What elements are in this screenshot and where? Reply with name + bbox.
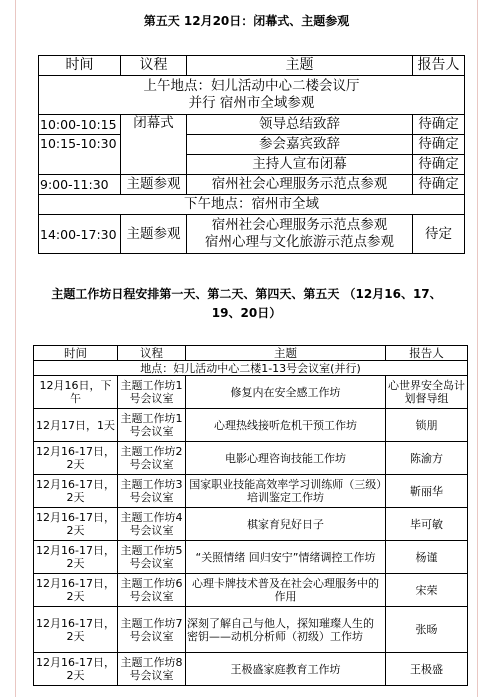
table-row — [34, 409, 468, 442]
visit-pm-topic-2: 宿州心理与文化旅游示范点参观 — [205, 234, 394, 250]
visit-pm-time: 14:00-17:30 — [39, 215, 121, 254]
day5-heading: 第五天 12月20日：闭幕式、主题参观 — [143, 14, 350, 28]
closing-time-2: 10:15-10:30 — [39, 135, 121, 175]
table-row — [34, 653, 468, 686]
morning-location — [39, 76, 465, 115]
closing-topic-1: 领导总结致辞 — [187, 115, 413, 135]
workshop-speaker: 宋荣 — [386, 574, 468, 607]
header-speaker: 报告人 — [413, 56, 465, 76]
workshops-table — [33, 345, 468, 686]
visit-pm-topic-1: 宿州社会心理服务示范点参观 — [211, 217, 388, 233]
day5-schedule-table — [38, 55, 465, 254]
visit-pm-topic — [187, 215, 413, 254]
workshop-topic: 心理热线接听危机干预工作坊 — [186, 409, 386, 442]
header-time: 时间 — [34, 346, 118, 361]
workshop-speaker: 张旸 — [386, 607, 468, 653]
closing-speaker-2: 待确定 — [413, 135, 465, 155]
table-header-row — [39, 56, 465, 76]
workshop-time: 12月16-17日，2天 — [34, 653, 118, 686]
workshop-topic: 心理卡牌技术普及在社会心理服务中的作用 — [186, 574, 386, 607]
workshop-topic: 电影心理咨询技能工作坊 — [186, 442, 386, 475]
workshop-time: 12月16-17日，2天 — [34, 607, 118, 653]
header-time: 时间 — [39, 56, 121, 76]
workshops-heading: 主题工作坊日程安排第一天、第二天、第四天、第五天 （12月16、17、19、20日） — [51, 287, 442, 320]
workshop-agenda: 主题工作坊3号会议室 — [118, 475, 186, 508]
table-row — [39, 115, 465, 135]
afternoon-location: 下午地点：宿州市全域 — [39, 195, 465, 215]
workshop-agenda: 主题工作坊2号会议室 — [118, 442, 186, 475]
workshop-time: 12月16-17日，2天 — [34, 442, 118, 475]
workshop-speaker: 陈渝方 — [386, 442, 468, 475]
table-row — [34, 541, 468, 574]
closing-agenda: 闭幕式 — [121, 115, 187, 175]
workshop-agenda: 主题工作坊6号会议室 — [118, 574, 186, 607]
header-speaker: 报告人 — [386, 346, 468, 361]
visit-pm-agenda: 主题参观 — [121, 215, 187, 254]
workshop-speaker: 毕可敏 — [386, 508, 468, 541]
table-row — [34, 475, 468, 508]
header-agenda: 议程 — [118, 346, 186, 361]
workshop-speaker: 靳丽华 — [386, 475, 468, 508]
afternoon-location-row — [39, 195, 465, 215]
closing-topic-3: 主持人宣布闭幕 — [187, 155, 413, 175]
workshop-time: 12月16日，下午 — [34, 376, 118, 409]
closing-time-1: 10:00-10:15 — [39, 115, 121, 135]
header-topic: 主题 — [186, 346, 386, 361]
morning-location-line-1: 上午地点：妇儿活动中心二楼会议厅 — [143, 78, 360, 94]
workshop-speaker: 锁朋 — [386, 409, 468, 442]
workshop-topic: 深刻了解自己与他人，探知璀璨人生的密钥——动机分析师（初级）工作坊 — [186, 607, 386, 653]
table-row — [34, 376, 468, 409]
workshop-agenda: 主题工作坊7号会议室 — [118, 607, 186, 653]
morning-location-row — [39, 76, 465, 115]
table-row — [34, 607, 468, 653]
workshop-topic: 修复内在安全感工作坊 — [186, 376, 386, 409]
table-row — [34, 442, 468, 475]
header-agenda: 议程 — [121, 56, 187, 76]
workshop-agenda: 主题工作坊1号会议室 — [118, 409, 186, 442]
workshops-location-row — [34, 361, 468, 376]
workshop-time: 12月16-17日，2天 — [34, 574, 118, 607]
header-topic: 主题 — [187, 56, 413, 76]
workshop-speaker: 王极盛 — [386, 653, 468, 686]
closing-speaker-1: 待确定 — [413, 115, 465, 135]
closing-speaker-3: 待确定 — [413, 155, 465, 175]
page-border-right — [477, 0, 478, 697]
visit-am-speaker: 待确定 — [413, 175, 465, 195]
workshop-topic: 王极盛家庭教育工作坊 — [186, 653, 386, 686]
workshop-topic: “关照情绪 回归安宁”情绪调控工作坊 — [186, 541, 386, 574]
visit-am-topic: 宿州社会心理服务示范点参观 — [187, 175, 413, 195]
workshop-agenda: 主题工作坊4号会议室 — [118, 508, 186, 541]
table-row — [39, 215, 465, 254]
workshop-time: 12月16-17日，2天 — [34, 475, 118, 508]
morning-location-line-2: 并行 宿州市全域参观 — [188, 95, 315, 111]
workshop-time: 12月16-17日，2天 — [34, 508, 118, 541]
workshop-topic: 棋家育兒好日子 — [186, 508, 386, 541]
table-header-row — [34, 346, 468, 361]
table-row — [39, 135, 465, 155]
page-border-left — [15, 0, 16, 697]
workshop-agenda: 主题工作坊5号会议室 — [118, 541, 186, 574]
workshop-agenda: 主题工作坊1号会议室 — [118, 376, 186, 409]
workshop-agenda: 主题工作坊8号会议室 — [118, 653, 186, 686]
workshop-speaker: 杨谨 — [386, 541, 468, 574]
table-row — [34, 574, 468, 607]
table-row — [34, 508, 468, 541]
workshops-location: 地点：妇儿活动中心二楼1-13号会议室(并行) — [34, 361, 468, 376]
visit-am-time: 9:00-11:30 — [39, 175, 121, 195]
visit-pm-speaker: 待定 — [413, 215, 465, 254]
workshop-topic: 国家职业技能高效率学习训练师（三级）培训鉴定工作坊 — [186, 475, 386, 508]
visit-am-agenda: 主题参观 — [121, 175, 187, 195]
table-row — [39, 175, 465, 195]
workshop-time: 12月17日，1天 — [34, 409, 118, 442]
workshop-time: 12月16-17日，2天 — [34, 541, 118, 574]
workshop-speaker: 心世界安全岛计划督导组 — [386, 376, 468, 409]
closing-topic-2: 参会嘉宾致辞 — [187, 135, 413, 155]
